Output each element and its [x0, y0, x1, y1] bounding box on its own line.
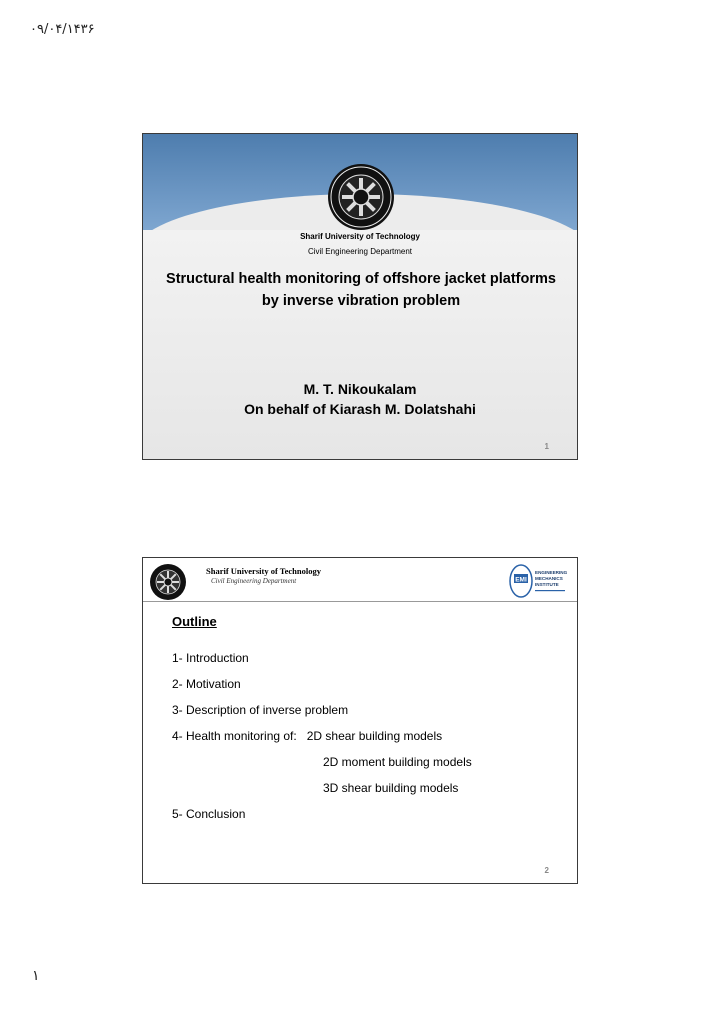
- department-name: Civil Engineering Department: [307, 247, 413, 256]
- emi-short-label: EMI: [515, 576, 527, 584]
- slide-number: 1: [544, 442, 549, 451]
- sharif-university-logo: [146, 562, 190, 602]
- university-name: Sharif University of Technology: [206, 566, 321, 576]
- outline-item: 4- Health monitoring of: 2D shear building models: [172, 729, 443, 743]
- emi-line-1: ENGINEERING: [535, 570, 568, 575]
- emi-logo: [509, 563, 569, 599]
- outline-heading: Outline: [172, 614, 217, 629]
- on-behalf-line: On behalf of Kiarash M. Dolatshahi: [244, 401, 476, 417]
- outline-subitem: 3D shear building models: [323, 781, 459, 795]
- sharif-university-logo: [326, 162, 396, 232]
- slide-number: 2: [544, 866, 549, 875]
- slide-background: [143, 230, 577, 460]
- header-divider: [143, 601, 577, 602]
- outline-subitem: 2D moment building models: [323, 755, 472, 769]
- department-name: Civil Engineering Department: [211, 577, 297, 585]
- page-date: ۰۹/۰۴/۱۴۳۶: [30, 22, 95, 37]
- title-slide: [142, 133, 578, 460]
- outline-item: 2- Motivation: [172, 677, 241, 691]
- page-number: ۱: [32, 968, 40, 984]
- university-name: Sharif University of Technology: [300, 232, 420, 241]
- title-line-1: Structural health monitoring of offshore jacket platforms: [166, 271, 556, 287]
- emi-line-3: INSTITUTE: [535, 582, 559, 587]
- title-line-2: by inverse vibration problem: [261, 293, 461, 309]
- emi-line-2: MECHANICS: [535, 576, 563, 581]
- outline-slide: [142, 557, 578, 884]
- outline-item: 3- Description of inverse problem: [172, 703, 349, 717]
- outline-item: 1- Introduction: [172, 651, 249, 665]
- author-name: M. T. Nikoukalam: [303, 381, 417, 397]
- presentation-title: [153, 268, 569, 312]
- outline-item: 5- Conclusion: [172, 807, 246, 821]
